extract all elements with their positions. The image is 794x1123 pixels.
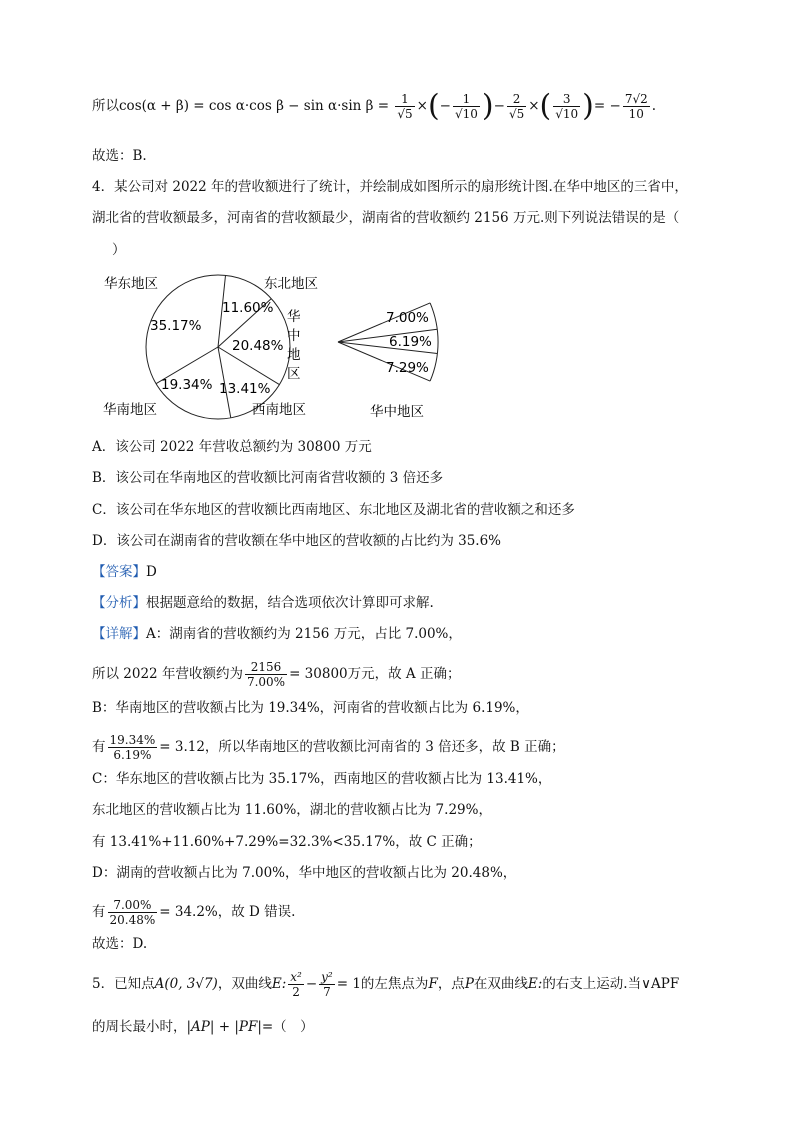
q3-formula-line: 所以cos(α + β) = cos α·cos β − sin α·sin β = $\frac{1}{√5}$ ×(− $\frac{1}{√10}$ )− $\frac{2}{√5}$ ×( $\frac{3}{√10}$ )= − $\frac{7√2}{10}$ . <box>92 88 657 124</box>
fraction: $\frac{1}{√5}$ <box>397 92 413 121</box>
answer-tag: 【答案】 <box>92 564 146 580</box>
chart-title: 华中地区 <box>370 404 424 420</box>
fraction: $\frac{2156}{7.00\%}$ <box>246 660 286 689</box>
detail-tag: 【详解】 <box>92 626 146 642</box>
pie-chart-regions-labels <box>103 275 318 418</box>
fraction: $\frac{\text{y²}}{7}$ <box>321 970 333 999</box>
pie-chart-central-labels <box>370 310 432 420</box>
q3-answer-choice: 故选：B. <box>92 148 147 164</box>
q4-detail-c: C：华东地区的营收额占比为 35.17%，西南地区的营收额占比为 13.41%， <box>92 771 552 787</box>
q4-final-choice: 故选：D. <box>92 936 148 952</box>
q4-stem-line3: ） <box>112 242 126 258</box>
slice-value-label: 13.41% <box>219 381 271 397</box>
category-label: 华东地区 <box>104 276 158 292</box>
q4-detail-d2: 有 $\frac{7.00\%}{20.48\%}$ = 34.2%，故 D 错误. <box>92 898 296 927</box>
q4-stem-line2: 湖北省的营收额最多，河南省的营收额最少，湖南省的营收额约 2156 万元.则下列说法错误的是（ <box>92 210 680 226</box>
fraction: $\frac{2}{√5}$ <box>508 92 525 121</box>
q4-option-a: A．该公司 2022 年营收总额约为 30800 万元 <box>92 439 372 455</box>
vertical-label-char: 华 <box>287 309 301 325</box>
q4-detail-c3: 有 13.41%+11.60%+7.29%=32.3%<35.17%，故 C 正确； <box>92 834 482 850</box>
q4-analysis-line <box>92 593 434 613</box>
vertical-label-char: 地 <box>287 347 301 363</box>
q4-option-d: D．该公司在湖南省的营收额在华中地区的营收额的占比约为 35.6% <box>92 533 502 549</box>
q4-detail-a2: 所以 2022 年营收额约为 $\frac{2156}{7.00\%}$ = 30800万元，故 A 正确； <box>92 660 461 689</box>
q4-detail-b2: 有 $\frac{19.34\%}{6.19\%}$ = 3.12，所以华南地区的营收额比河南省的 3 倍还多，故 B 正确； <box>92 733 565 762</box>
vertical-label-char: 区 <box>287 366 301 382</box>
fraction: $\frac{1}{√10}$ <box>454 92 478 121</box>
slice-value-label: 20.48% <box>232 338 284 354</box>
fraction: $\frac{7.00\%}{20.48\%}$ <box>109 898 156 927</box>
slice-value-label: 6.19% <box>389 334 432 350</box>
abs-expression: |AP| + |PF| <box>186 1019 262 1035</box>
q4-detail-d: D：湖南的营收额占比为 7.00%，华中地区的营收额占比为 20.48%， <box>92 865 517 881</box>
q4-detail-a: 【详解】A：湖南省的营收额约为 2156 万元，占比 7.00%， <box>92 626 462 642</box>
slice-value-label: 7.29% <box>386 360 429 376</box>
slice-value-label: 7.00% <box>386 310 429 326</box>
q4-option-b: B．该公司在华南地区的营收额比河南省营收额的 3 倍还多 <box>92 470 444 486</box>
slice-value-label: 19.34% <box>161 377 213 393</box>
fraction: $\frac{19.34\%}{6.19\%}$ <box>109 733 156 762</box>
analysis-text: 根据题意给的数据，结合选项依次计算即可求解. <box>146 595 434 611</box>
slice-value-label: 11.60% <box>222 300 274 316</box>
q3-formula-prefix: 所以cos(α + β) = cos α·cos β − sin α·sin β = <box>92 98 390 114</box>
category-label: 西南地区 <box>252 402 306 418</box>
q4-detail-b: B：华南地区的营收额占比为 19.34%，河南省的营收额占比为 6.19%， <box>92 700 529 716</box>
category-label: 东北地区 <box>264 276 318 292</box>
analysis-tag: 【分析】 <box>92 595 146 611</box>
category-label: 华南地区 <box>103 402 157 418</box>
point-a: A(0, 3√7) <box>154 976 218 992</box>
q4-detail-c2: 东北地区的营收额占比为 11.60%，湖北的营收额占比为 7.29%， <box>92 802 492 818</box>
fraction: $\frac{7√2}{10}$ <box>624 92 648 121</box>
pie-charts <box>0 266 794 426</box>
q5-line2: 的周长最小时，|AP| + |PF|=（ ） <box>92 1019 314 1035</box>
vertical-label-char: 中 <box>287 328 301 344</box>
q4-option-c: C．该公司在华东地区的营收额比西南地区、东北地区及湖北省的营收额之和还多 <box>92 502 575 518</box>
q5-line1: 5．已知点A(0, 3√7)，双曲线E: $\frac{\text{x²}}{2}$ − $\frac{\text{y²}}{7}$ = 1的左焦点为F，点P在双曲线E:的右支上运动.当∨APF <box>92 970 680 999</box>
slice-value-label: 35.17% <box>150 318 202 334</box>
fraction: $\frac{\text{x²}}{2}$ <box>290 970 302 999</box>
q4-stem-line1: 4．某公司对 2022 年的营收额进行了统计，并绘制成如图所示的扇形统计图.在华中地区的三省中， <box>92 179 688 195</box>
fraction: $\frac{3}{√10}$ <box>555 92 579 121</box>
answer-value: D <box>146 564 157 580</box>
q4-answer-line <box>92 562 157 582</box>
